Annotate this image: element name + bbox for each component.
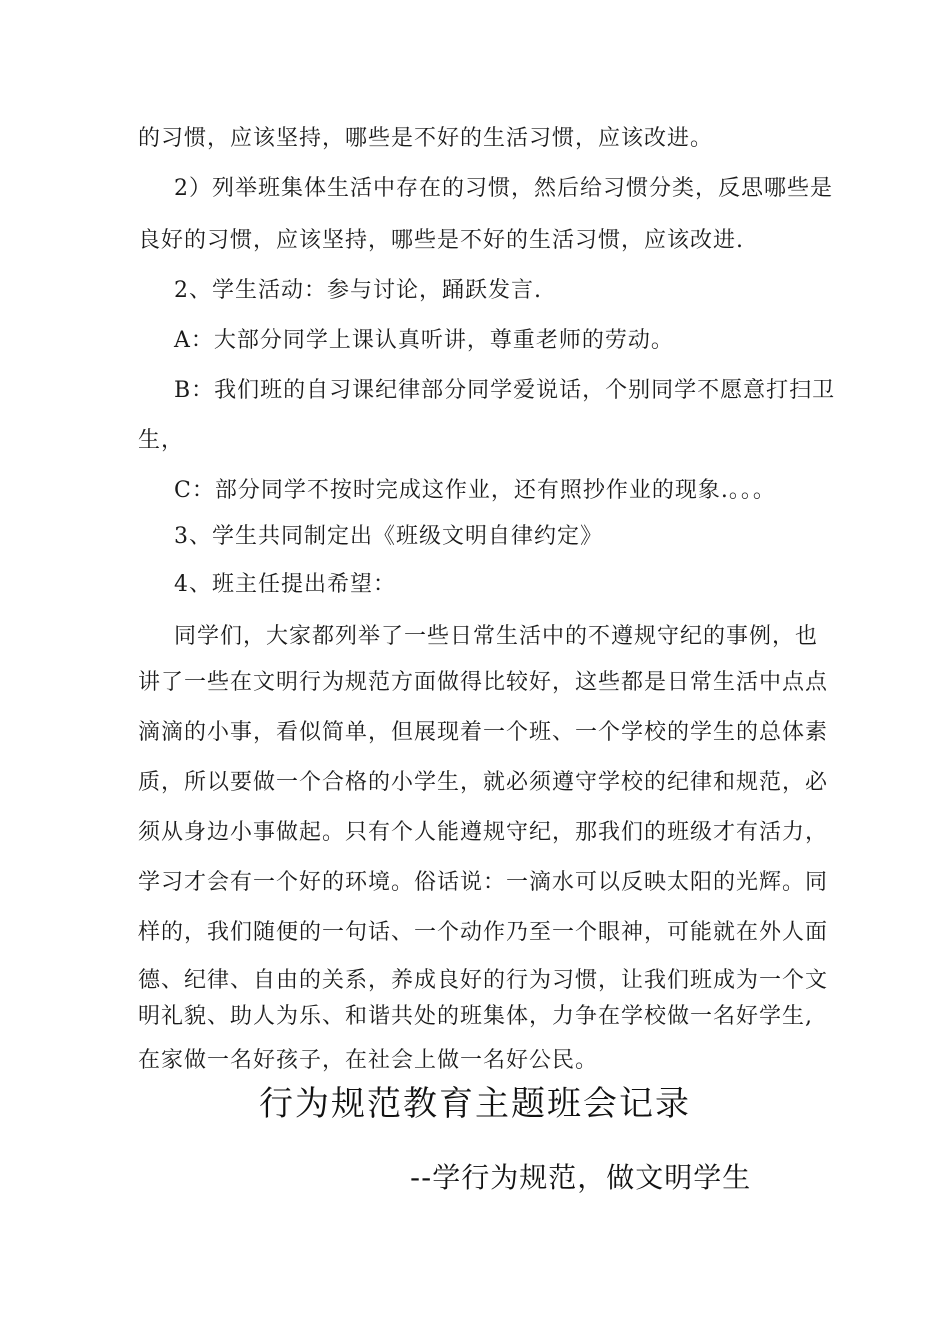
body-line: 明礼貌、助人为乐、和谐共处的班集体，力争在学校做一名好学生,: [138, 1004, 813, 1029]
body-line: 良好的习惯，应该坚持，哪些是不好的生活习惯，应该改进.: [138, 228, 744, 253]
body-line: 样的，我们随便的一句话、一个动作乃至一个眼神，可能就在外人面: [138, 920, 829, 945]
body-line: 2、学生活动：参与讨论，踊跃发言.: [174, 278, 542, 303]
body-line: 4、班主任提出希望：: [174, 572, 396, 597]
body-line: B：我们班的自习课纪律部分同学爱说话，个别同学不愿意打扫卫: [174, 378, 836, 403]
body-line: 生，: [138, 428, 185, 453]
body-line: 的习惯，应该坚持，哪些是不好的生活习惯，应该改进。: [138, 126, 714, 151]
body-line: 质，所以要做一个合格的小学生，就必须遵守学校的纪律和规范，必: [138, 770, 829, 795]
body-line: 同学们，大家都列举了一些日常生活中的不遵规守纪的事例，也: [174, 624, 819, 649]
body-line: 3、学生共同制定出《班级文明自律约定》: [174, 524, 603, 549]
body-line: 学习才会有一个好的环境。俗话说：一滴水可以反映太阳的光辉。同: [138, 870, 829, 895]
document-subtitle: --学行为规范，做文明学生: [410, 1161, 752, 1194]
document-title: 行为规范教育主题班会记录: [259, 1084, 691, 1124]
body-line: 讲了一些在文明行为规范方面做得比较好，这些都是日常生活中点点: [138, 670, 829, 695]
body-line: C：部分同学不按时完成这作业，还有照抄作业的现象.。。。: [174, 478, 776, 503]
body-line: 2）列举班集体生活中存在的习惯，然后给习惯分类，反思哪些是: [174, 176, 833, 201]
body-line: A：大部分同学上课认真听讲，尊重老师的劳动。: [174, 328, 674, 353]
body-line: 滴滴的小事，看似简单，但展现着一个班、一个学校的学生的总体素: [138, 720, 829, 745]
body-line: 在家做一名好孩子，在社会上做一名好公民。: [138, 1048, 599, 1073]
body-line: 须从身边小事做起。只有个人能遵规守纪，那我们的班级才有活力，: [138, 820, 829, 845]
body-line: 德、纪律、自由的关系，养成良好的行为习惯，让我们班成为一个文: [138, 968, 829, 993]
